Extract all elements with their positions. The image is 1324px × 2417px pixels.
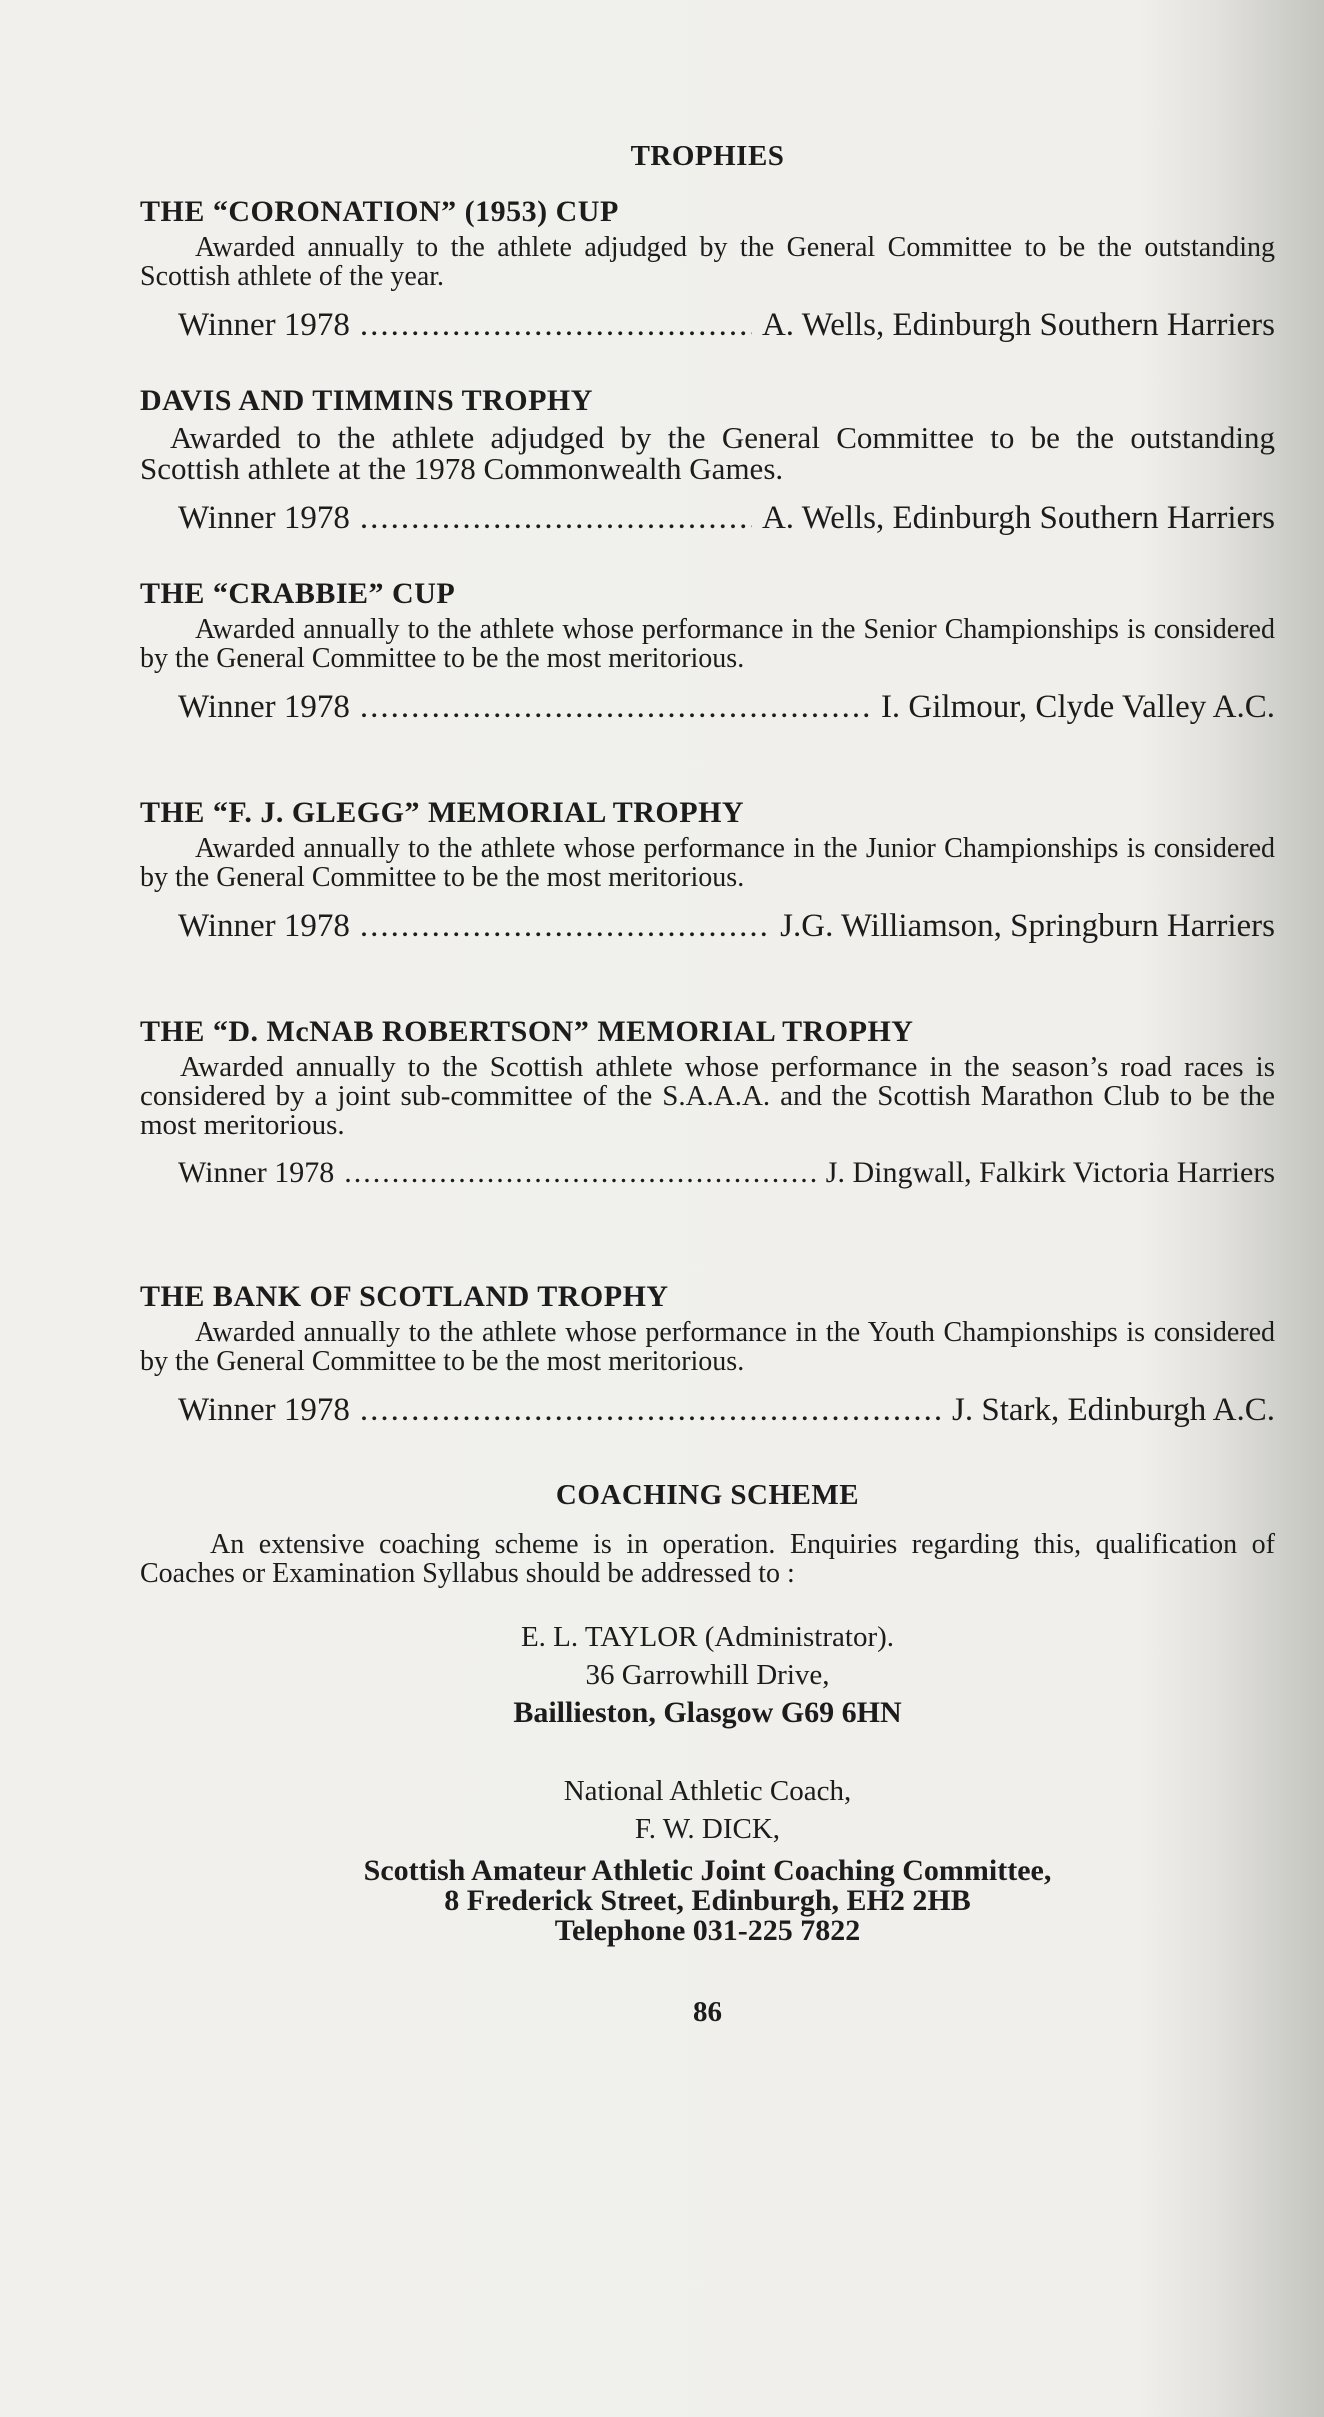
winner-label: Winner 1978 xyxy=(178,500,350,536)
winner-line xyxy=(140,500,1275,537)
page-number: 86 xyxy=(693,1996,722,2028)
trophy-glegg-memorial xyxy=(140,796,1275,945)
winner-name: A. Wells, Edinburgh Southern Harriers xyxy=(761,500,1275,536)
winner-line xyxy=(140,1392,1275,1429)
admin-street: 36 Garrowhill Drive, xyxy=(585,1659,830,1691)
trophy-description: Awarded annually to the athlete whose performance in the Junior Championships is considered by the General Committee to be the most meritorious. xyxy=(140,833,1275,893)
coach-name: F. W. DICK, xyxy=(634,1813,781,1845)
winner-label: Winner 1978 xyxy=(178,908,350,944)
trophy-description: Awarded annually to the athlete whose performance in the Youth Championships is considered by the General Committee to be the most meritorious. xyxy=(140,1317,1275,1377)
trophy-coronation-cup xyxy=(140,195,1275,344)
trophy-crabbie-cup xyxy=(140,577,1275,726)
administrator-address xyxy=(140,1618,1275,1732)
winner-label: Winner 1978 xyxy=(178,689,350,725)
leader-dots xyxy=(360,689,871,726)
winner-line xyxy=(140,689,1275,726)
winner-line xyxy=(140,1156,1275,1190)
winner-name: J.G. Williamson, Springburn Harriers xyxy=(780,908,1275,944)
trophy-description: Awarded annually to the athlete whose performance in the Senior Championships is considered by the General Committee to be the most meritorious. xyxy=(140,614,1275,674)
coaching-heading: COACHING SCHEME xyxy=(555,1479,860,1511)
committee-telephone: Telephone 031-225 7822 xyxy=(554,1914,861,1947)
winner-name: I. Gilmour, Clyde Valley A.C. xyxy=(880,689,1275,725)
trophy-mcnab-robertson-memorial xyxy=(140,1015,1275,1190)
winner-label: Winner 1978 xyxy=(178,1156,335,1189)
leader-dots xyxy=(344,1156,816,1190)
committee-name: Scottish Amateur Athletic Joint Coaching Committee, xyxy=(363,1854,1052,1887)
trophy-title: THE “CORONATION” (1953) CUP xyxy=(140,195,619,228)
winner-label: Winner 1978 xyxy=(178,307,350,343)
winner-name: J. Stark, Edinburgh A.C. xyxy=(952,1392,1275,1428)
leader-dots xyxy=(360,908,770,945)
trophy-title: THE “D. McNAB ROBERTSON” MEMORIAL TROPHY xyxy=(140,1015,914,1048)
winner-label: Winner 1978 xyxy=(178,1392,350,1428)
trophy-description: Awarded to the athlete adjudged by the General Committee to be the outstanding Scottish athlete at the 1978 Commonwealth Games. xyxy=(140,420,1275,486)
trophies-heading: TROPHIES xyxy=(630,140,785,172)
winner-line xyxy=(140,908,1275,945)
coach-address xyxy=(140,1772,1275,1946)
winner-line xyxy=(140,307,1275,344)
trophy-davis-timmins xyxy=(140,384,1275,537)
leader-dots xyxy=(360,307,752,344)
trophy-title: DAVIS AND TIMMINS TROPHY xyxy=(140,384,593,417)
trophy-title: THE “CRABBIE” CUP xyxy=(140,577,456,610)
page-content xyxy=(140,140,1275,2029)
trophy-title: THE BANK OF SCOTLAND TROPHY xyxy=(140,1280,669,1313)
trophy-description: Awarded annually to the Scottish athlete whose performance in the season’s road races is considered by a joint sub-committee of the S.A.A.A. and the Scottish Marathon Club to be the most meritorious. xyxy=(140,1051,1275,1141)
trophy-description: Awarded annually to the athlete adjudged by the General Committee to be the outstanding Scottish athlete of the year. xyxy=(140,232,1275,292)
leader-dots xyxy=(360,1392,942,1429)
admin-name: E. L. TAYLOR (Administrator). xyxy=(520,1621,895,1653)
trophy-bank-of-scotland xyxy=(140,1280,1275,1429)
coaching-intro: An extensive coaching scheme is in operation. Enquiries regarding this, qualification of Coaches or Examination Syllabus should be addressed to : xyxy=(140,1529,1275,1589)
winner-name: A. Wells, Edinburgh Southern Harriers xyxy=(761,307,1275,343)
leader-dots xyxy=(360,500,752,537)
committee-street: 8 Frederick Street, Edinburgh, EH2 2HB xyxy=(444,1884,971,1917)
coach-title: National Athletic Coach, xyxy=(563,1775,852,1807)
winner-name: J. Dingwall, Falkirk Victoria Harriers xyxy=(825,1156,1275,1189)
admin-town: Baillieston, Glasgow G69 6HN xyxy=(513,1696,902,1729)
trophy-title: THE “F. J. GLEGG” MEMORIAL TROPHY xyxy=(140,796,745,829)
